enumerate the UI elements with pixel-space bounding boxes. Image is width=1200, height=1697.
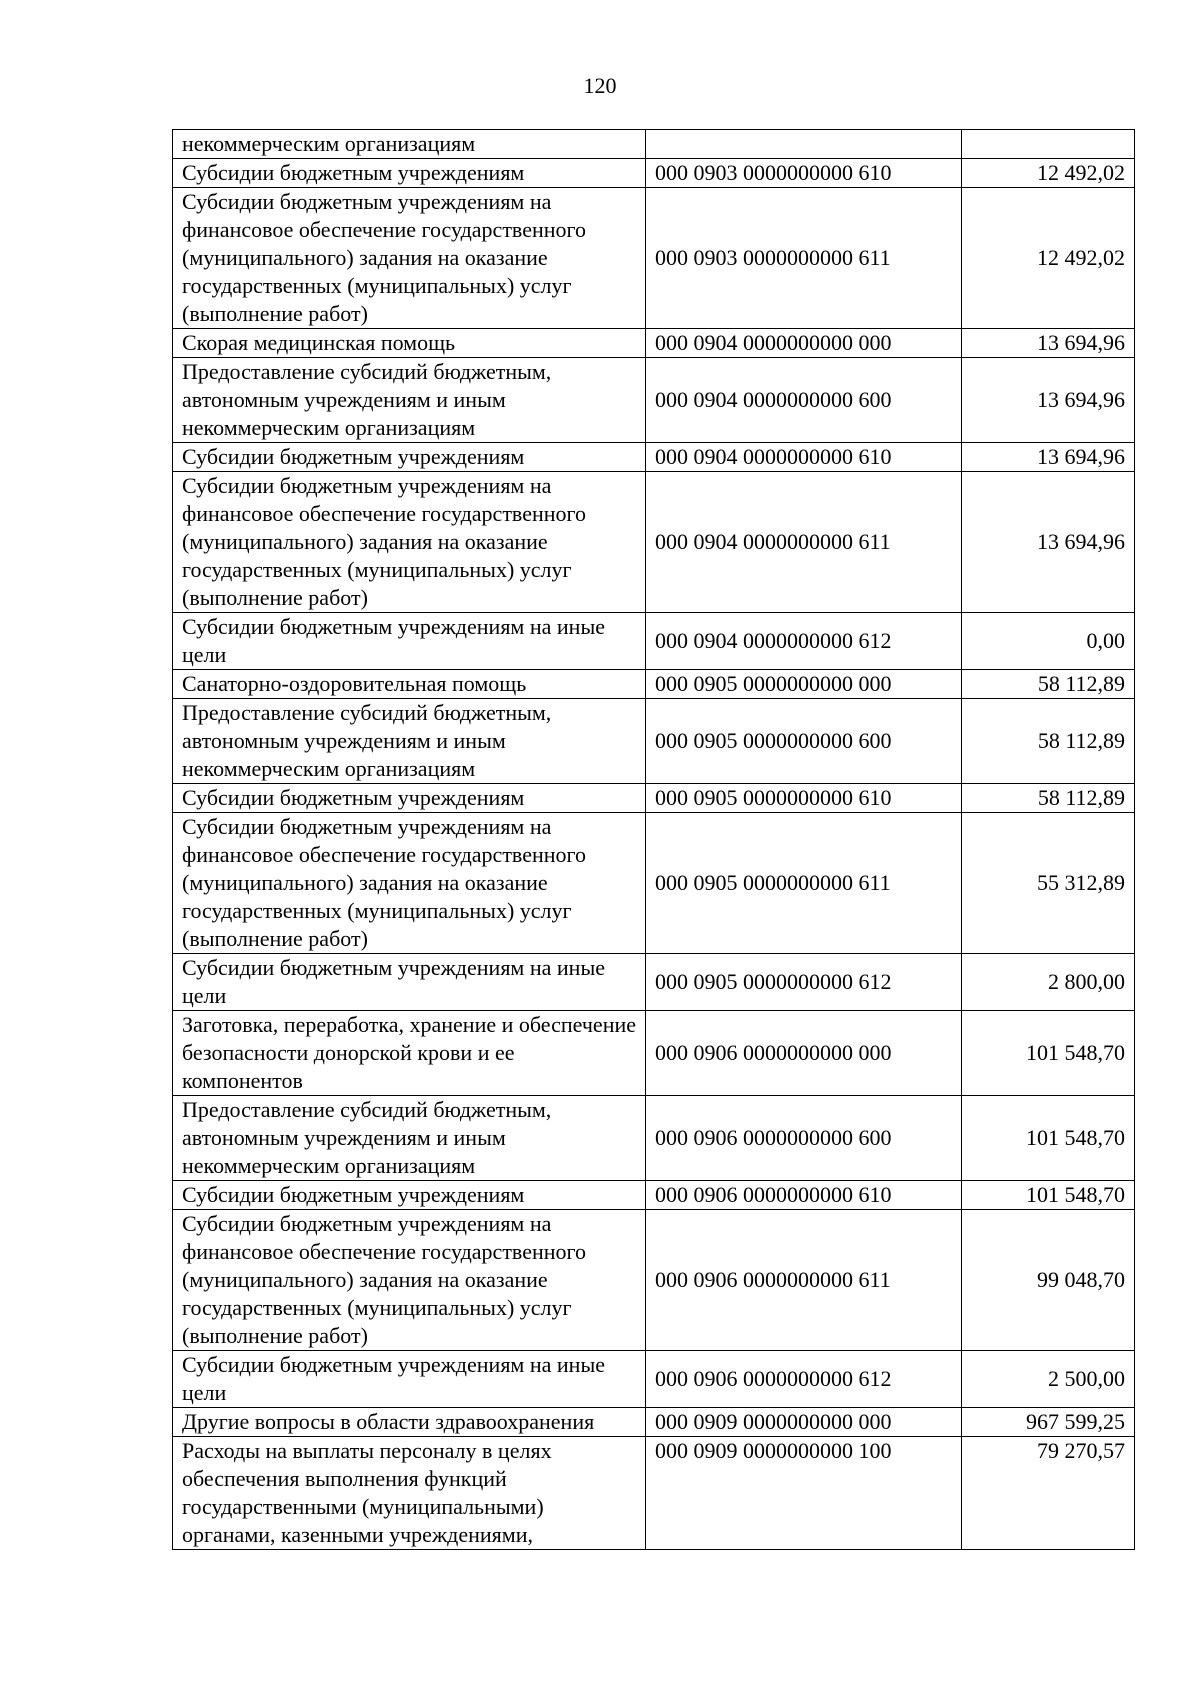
- row-name: Субсидии бюджетным учреждениям: [173, 1181, 646, 1210]
- row-name: Субсидии бюджетным учреждениям на финансовое обеспечение государственного (муниципального) задания на оказание государственных (муниципальных) услуг (выполнение работ): [173, 188, 646, 329]
- row-name: Субсидии бюджетным учреждениям на иные цели: [173, 613, 646, 670]
- row-code: 000 0909 0000000000 000: [646, 1408, 962, 1437]
- row-sum: 967 599,25: [962, 1408, 1135, 1437]
- row-name: Субсидии бюджетным учреждениям: [173, 784, 646, 813]
- table-row: [173, 1181, 1135, 1210]
- row-code: 000 0904 0000000000 612: [646, 613, 962, 670]
- table-row: [173, 670, 1135, 699]
- row-sum: 12 492,02: [962, 159, 1135, 188]
- row-sum: 2 500,00: [962, 1351, 1135, 1408]
- row-sum: 12 492,02: [962, 188, 1135, 329]
- row-sum: 13 694,96: [962, 358, 1135, 443]
- table-row: [173, 1210, 1135, 1351]
- row-name: Заготовка, переработка, хранение и обеспечение безопасности донорской крови и ее компонентов: [173, 1011, 646, 1096]
- row-sum: 13 694,96: [962, 443, 1135, 472]
- row-code: 000 0905 0000000000 611: [646, 813, 962, 954]
- table-row: [173, 329, 1135, 358]
- table-row: [173, 188, 1135, 329]
- table-row: [173, 130, 1135, 159]
- row-code: 000 0909 0000000000 100: [646, 1437, 962, 1550]
- row-sum: 101 548,70: [962, 1096, 1135, 1181]
- row-code: 000 0905 0000000000 000: [646, 670, 962, 699]
- row-code: 000 0903 0000000000 610: [646, 159, 962, 188]
- table-row: [173, 1351, 1135, 1408]
- row-name: некоммерческим организациям: [173, 130, 646, 159]
- table-row: [173, 1437, 1135, 1550]
- row-sum: 2 800,00: [962, 954, 1135, 1011]
- row-code: 000 0905 0000000000 610: [646, 784, 962, 813]
- table-row: [173, 699, 1135, 784]
- row-name: Субсидии бюджетным учреждениям: [173, 443, 646, 472]
- row-code: 000 0905 0000000000 612: [646, 954, 962, 1011]
- table-row: [173, 443, 1135, 472]
- table-row: [173, 159, 1135, 188]
- row-sum: 55 312,89: [962, 813, 1135, 954]
- row-code: 000 0903 0000000000 611: [646, 188, 962, 329]
- row-code: 000 0904 0000000000 610: [646, 443, 962, 472]
- row-name: Другие вопросы в области здравоохранения: [173, 1408, 646, 1437]
- row-name: Субсидии бюджетным учреждениям на финансовое обеспечение государственного (муниципального) задания на оказание государственных (муниципальных) услуг (выполнение работ): [173, 813, 646, 954]
- row-sum: 79 270,57: [962, 1437, 1135, 1550]
- row-name: Субсидии бюджетным учреждениям: [173, 159, 646, 188]
- row-sum: 101 548,70: [962, 1011, 1135, 1096]
- table-row: [173, 1408, 1135, 1437]
- page-number: 120: [583, 73, 617, 98]
- row-code: 000 0906 0000000000 600: [646, 1096, 962, 1181]
- row-code: 000 0906 0000000000 610: [646, 1181, 962, 1210]
- row-name: Санаторно-оздоровительная помощь: [173, 670, 646, 699]
- row-name: Субсидии бюджетным учреждениям на финансовое обеспечение государственного (муниципального) задания на оказание государственных (муниципальных) услуг (выполнение работ): [173, 472, 646, 613]
- row-name: Предоставление субсидий бюджетным, автономным учреждениям и иным некоммерческим организациям: [173, 358, 646, 443]
- table-row: [173, 358, 1135, 443]
- table-row: [173, 472, 1135, 613]
- table-row: [173, 784, 1135, 813]
- table-row: [173, 954, 1135, 1011]
- row-code: 000 0904 0000000000 611: [646, 472, 962, 613]
- row-name: Предоставление субсидий бюджетным, автономным учреждениям и иным некоммерческим организациям: [173, 699, 646, 784]
- row-code: 000 0906 0000000000 000: [646, 1011, 962, 1096]
- row-sum: 58 112,89: [962, 699, 1135, 784]
- row-code: 000 0905 0000000000 600: [646, 699, 962, 784]
- row-name: Предоставление субсидий бюджетным, автономным учреждениям и иным некоммерческим организациям: [173, 1096, 646, 1181]
- row-sum: 101 548,70: [962, 1181, 1135, 1210]
- row-sum: 99 048,70: [962, 1210, 1135, 1351]
- row-name: Скорая медицинская помощь: [173, 329, 646, 358]
- table-row: [173, 613, 1135, 670]
- row-sum: 58 112,89: [962, 784, 1135, 813]
- row-name: Субсидии бюджетным учреждениям на иные цели: [173, 954, 646, 1011]
- row-sum: 13 694,96: [962, 472, 1135, 613]
- row-code: 000 0906 0000000000 611: [646, 1210, 962, 1351]
- row-name: Субсидии бюджетным учреждениям на финансовое обеспечение государственного (муниципального) задания на оказание государственных (муниципальных) услуг (выполнение работ): [173, 1210, 646, 1351]
- row-sum: 58 112,89: [962, 670, 1135, 699]
- row-name: Субсидии бюджетным учреждениям на иные цели: [173, 1351, 646, 1408]
- row-code: [646, 130, 962, 159]
- table-row: [173, 1011, 1135, 1096]
- row-code: 000 0904 0000000000 600: [646, 358, 962, 443]
- table-row: [173, 1096, 1135, 1181]
- row-name: Расходы на выплаты персоналу в целях обеспечения выполнения функций государственными (муниципальными) органами, казенными учреждениями,: [173, 1437, 646, 1550]
- table-row: [173, 813, 1135, 954]
- row-sum: [962, 130, 1135, 159]
- budget-table: [172, 129, 1135, 1550]
- row-sum: 0,00: [962, 613, 1135, 670]
- row-code: 000 0904 0000000000 000: [646, 329, 962, 358]
- row-code: 000 0906 0000000000 612: [646, 1351, 962, 1408]
- row-sum: 13 694,96: [962, 329, 1135, 358]
